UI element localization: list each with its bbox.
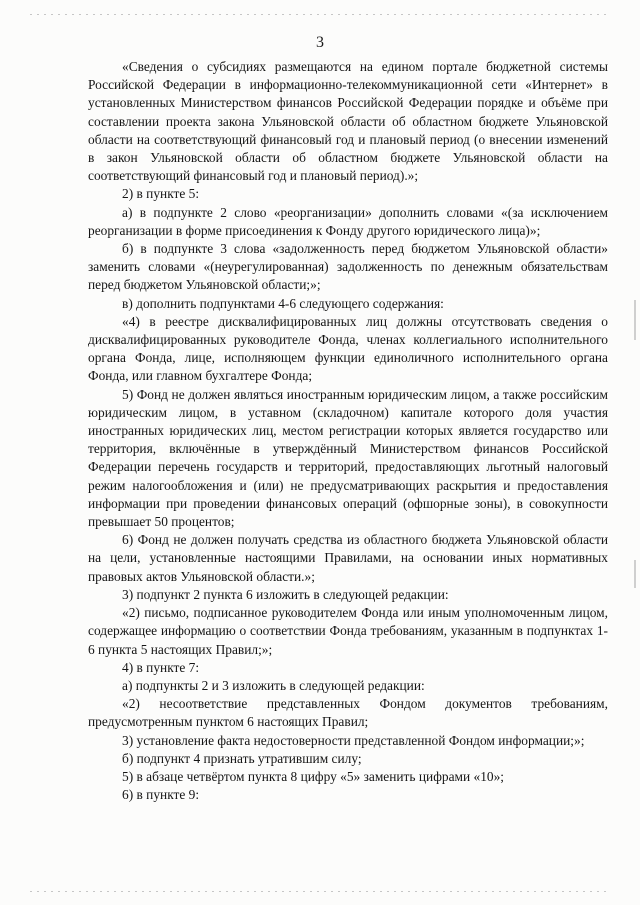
paragraph-item-4a-2: «2) несоответствие представленных Фондом документов требованиям, предусмотренным пунктом 6 настоящих Правил;	[88, 696, 608, 730]
paragraph-item-5: 5) в абзаце четвёртом пункта 8 цифру «5» заменить цифрами «10»;	[122, 768, 505, 784]
paragraph-item-3-text: «2) письмо, подписанное руководителем Фонда или иным уполномоченным лицом, содержащее информацию о соответствии Фонда требованиям, указанным в подпунктах 1-6 пункта 5 настоящих Правил;»;	[88, 605, 608, 657]
page-number: 3	[316, 34, 324, 51]
scan-edge-mark	[634, 300, 636, 340]
paragraph-item-4: 4) в пункте 7:	[122, 659, 200, 675]
paragraph-item-2b: б) в подпункте 3 слова «задолженность перед бюджетом Ульяновской области» заменить словами «(неурегулированная) задолженность по денежным обязательствам перед бюджетом Ульяновской области;»;	[88, 241, 608, 293]
paragraph-item-4a-3: 3) установление факта недостоверности представленной Фондом информации;»;	[122, 732, 585, 748]
paragraph-subsidy-info: «Сведения о субсидиях размещаются на едином портале бюджетной системы Российской Федерации в информационно-телекоммуникационной сети «Интернет» в установленных Министерством финансов Российской Федерации порядке и объёме при составлении проекта закона Ульяновской области об областном бюджете Ульяновской области на соответствующий финансовый год и плановый период (о внесении изменений в закон Ульяновской области об областном бюджете Ульяновской области на соответствующий финансовый год и плановый период).»;	[88, 59, 608, 184]
paragraph-subitem-6: 6) Фонд не должен получать средства из областного бюджета Ульяновской области на цели, установленные настоящими Правилами, на основании иных нормативных правовых актов Ульяновской области.»;	[88, 532, 608, 584]
paragraph-subitem-5: 5) Фонд не должен являться иностранным юридическим лицом, а также российским юридическим лицом, в уставном (складочном) капитале которого доля участия иностранных юридических лиц, местом регистрации которых является государство или территория, включённые в утверждённый Министерством финансов Российской Федерации перечень государств и территорий, предоставляющих льготный налоговый режим налогообложения и (или) не предусматривающих раскрытия и предоставления информации при проведении финансовых операций (офшорные зоны), в совокупности превышает 50 процентов;	[88, 386, 608, 530]
paragraph-item-2a: а) в подпункте 2 слово «реорганизации» дополнить словами «(за исключением реорганизации в форме присоединения к Фонду другого юридического лица)»;	[88, 204, 608, 238]
paragraph-item-4a: а) подпункты 2 и 3 изложить в следующей редакции:	[122, 677, 425, 693]
paragraph-item-2c: в) дополнить подпунктами 4-6 следующего содержания:	[122, 295, 444, 311]
scan-edge-mark	[634, 560, 636, 588]
paragraph-item-3: 3) подпункт 2 пункта 6 изложить в следующей редакции:	[122, 586, 449, 602]
paragraph-item-4b: б) подпункт 4 признать утратившим силу;	[122, 750, 362, 766]
paragraph-subitem-4: «4) в реестре дисквалифицированных лиц должны отсутствовать сведения о дисквалифицированных руководителе Фонда, членах коллегиального исполнительного органа Фонда, лице, исполняющем функции единоличного исполнительного органа Фонда, или главном бухгалтере Фонда;	[88, 313, 608, 384]
scan-noise-top	[30, 14, 610, 15]
paragraph-item-2: 2) в пункте 5:	[122, 186, 200, 202]
document-body	[88, 58, 608, 804]
paragraph-item-6: 6) в пункте 9:	[122, 787, 200, 803]
scan-noise-bottom	[30, 891, 610, 892]
